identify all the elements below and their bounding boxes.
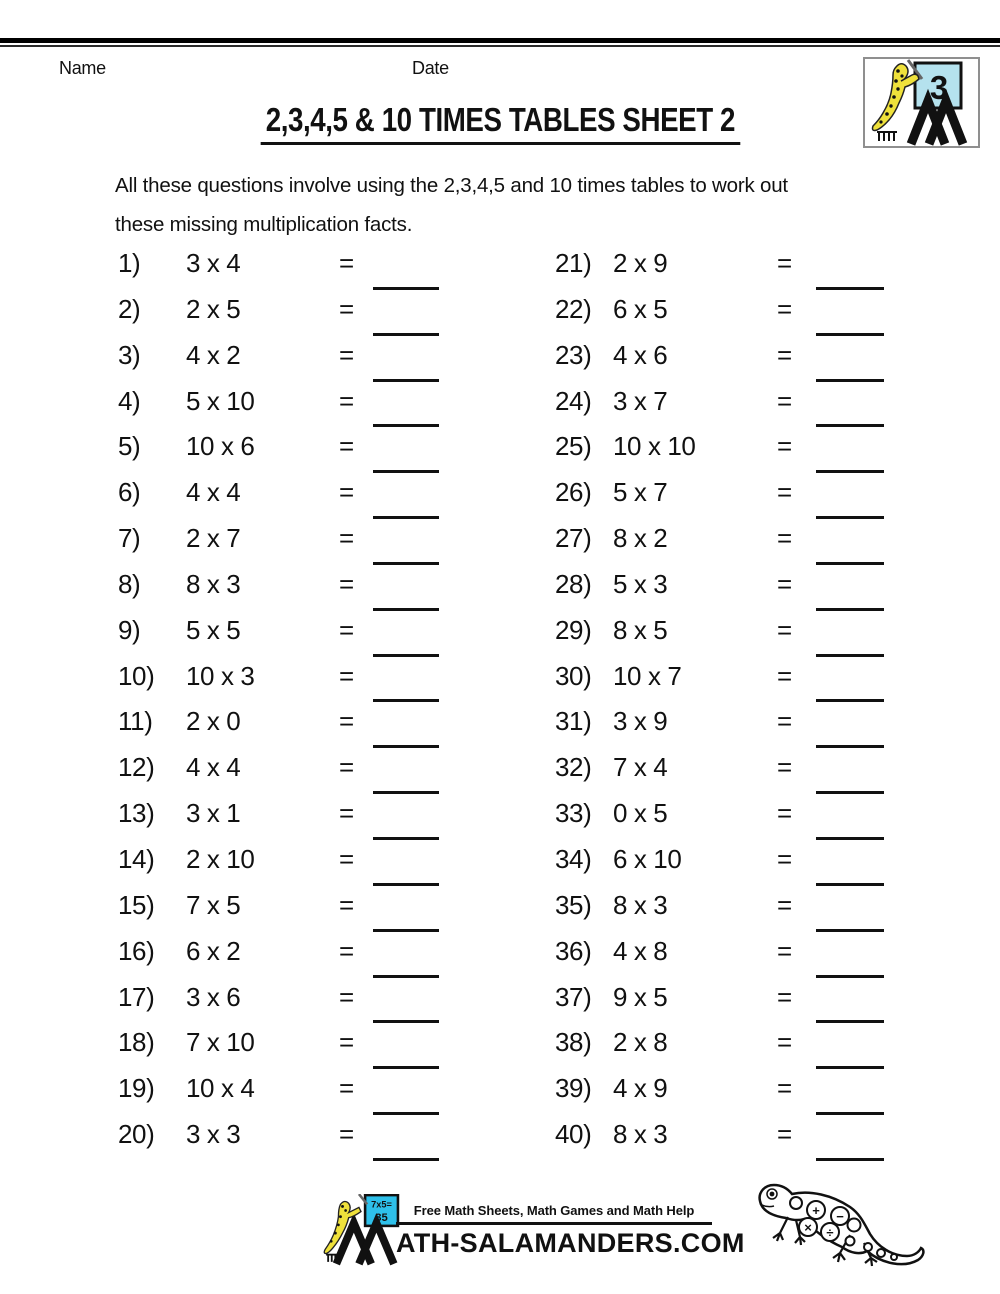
question-expression: 4 x 9 [613,1073,668,1104]
question-number: 11) [118,706,153,737]
answer-blank [816,379,884,428]
question-expression: 2 x 7 [186,523,241,554]
question-expression: 4 x 8 [613,935,668,966]
question-row [0,516,1000,562]
question-expression: 5 x 5 [186,614,241,645]
question-row [0,287,1000,333]
question-expression: 2 x 9 [613,248,668,278]
question-expression: 8 x 3 [613,1119,668,1150]
question-row [0,562,1000,608]
question-row [0,929,1000,975]
question-number: 4) [118,385,141,416]
equals-sign: = [777,477,792,508]
question-expression: 0 x 5 [613,798,668,829]
question-row [0,975,1000,1021]
equals-sign: = [339,1119,354,1150]
answer-blank [373,1066,439,1115]
answer-blank [816,241,884,290]
question-expression: 6 x 5 [613,293,668,324]
question-number: 40) [555,1119,592,1150]
question-expression: 10 x 6 [186,431,255,462]
equals-sign: = [339,889,354,920]
svg-text:+: + [812,1203,820,1218]
question-expression: 8 x 5 [613,614,668,645]
equals-sign: = [339,614,354,645]
equals-sign: = [777,752,792,783]
equals-sign: = [339,248,354,278]
question-expression: 8 x 3 [186,568,241,599]
equals-sign: = [339,385,354,416]
equals-sign: = [777,614,792,645]
answer-blank [816,654,884,703]
equals-sign: = [777,431,792,462]
question-row [0,699,1000,745]
equals-sign: = [339,477,354,508]
question-number: 8) [118,568,141,599]
answer-blank [373,241,439,290]
svg-text:−: − [836,1209,844,1224]
equals-sign: = [777,1073,792,1104]
answer-blank [373,516,439,565]
question-row [0,424,1000,470]
answer-blank [373,883,439,932]
question-number: 6) [118,477,141,508]
answer-blank [373,470,439,519]
equals-sign: = [777,660,792,691]
question-expression: 8 x 2 [613,523,668,554]
footer-divider [396,1222,712,1225]
answer-blank [816,287,884,336]
answer-blank [816,333,884,382]
equals-sign: = [339,981,354,1012]
answer-blank [373,745,439,794]
answer-blank [816,516,884,565]
answer-blank [373,837,439,886]
question-row [0,241,1000,287]
question-row [0,1020,1000,1066]
answer-blank [373,654,439,703]
question-number: 13) [118,798,155,829]
equals-sign: = [777,385,792,416]
footer-board-line2: 35 [375,1211,388,1224]
equals-sign: = [339,660,354,691]
question-number: 22) [555,293,592,324]
salamander-outline-illustration [750,1163,934,1269]
question-number: 32) [555,752,592,783]
equals-sign: = [339,706,354,737]
answer-blank [373,929,439,978]
question-number: 1) [118,248,141,278]
question-expression: 8 x 3 [613,889,668,920]
answer-blank [373,975,439,1024]
answer-blank [816,608,884,657]
question-row [0,470,1000,516]
question-number: 36) [555,935,592,966]
equals-sign: = [339,293,354,324]
question-row [0,1066,1000,1112]
question-expression: 2 x 0 [186,706,241,737]
answer-blank [816,562,884,611]
answer-blank [816,699,884,748]
question-number: 12) [118,752,155,783]
question-row [0,608,1000,654]
question-number: 24) [555,385,592,416]
equals-sign: = [339,339,354,370]
salamander-outline-graphic [750,1163,934,1269]
footer-text-block [396,1203,745,1259]
equals-sign: = [777,843,792,874]
equals-sign: = [777,1119,792,1150]
answer-blank [816,1020,884,1069]
question-expression: 7 x 5 [186,889,241,920]
answer-blank [373,1112,439,1161]
equals-sign: = [777,981,792,1012]
answer-blank [373,424,439,473]
name-label: Name [59,58,106,78]
question-expression: 2 x 8 [613,1027,668,1058]
question-expression: 5 x 7 [613,477,668,508]
question-number: 16) [118,935,155,966]
question-expression: 4 x 6 [613,339,668,370]
question-number: 10) [118,660,155,691]
answer-blank [373,699,439,748]
equals-sign: = [777,248,792,278]
question-expression: 3 x 3 [186,1119,241,1150]
question-expression: 3 x 1 [186,798,241,829]
equals-sign: = [339,843,354,874]
question-expression: 9 x 5 [613,981,668,1012]
question-row [0,1112,1000,1158]
equals-sign: = [339,568,354,599]
question-expression: 7 x 10 [186,1027,255,1058]
equals-sign: = [339,523,354,554]
question-number: 38) [555,1027,592,1058]
question-number: 37) [555,981,592,1012]
title-wrap [0,101,1000,145]
equals-sign: = [777,1027,792,1058]
answer-blank [373,791,439,840]
question-number: 14) [118,843,155,874]
question-number: 15) [118,889,155,920]
question-expression: 6 x 10 [613,843,682,874]
equals-sign: = [777,706,792,737]
top-border-bar [0,38,1000,43]
answer-blank [816,883,884,932]
question-expression: 7 x 4 [613,752,668,783]
answer-blank [816,837,884,886]
svg-text:×: × [804,1220,812,1235]
question-expression: 10 x 7 [613,660,682,691]
equals-sign: = [777,798,792,829]
question-row [0,837,1000,883]
question-number: 21) [555,248,592,278]
equals-sign: = [339,1073,354,1104]
question-expression: 10 x 4 [186,1073,255,1104]
page-title: 2,3,4,5 & 10 TIMES TABLES SHEET 2 [260,101,739,145]
equals-sign: = [777,339,792,370]
math-salamanders-footer-logo [322,1194,400,1266]
question-expression: 10 x 10 [613,431,696,462]
answer-blank [816,424,884,473]
question-number: 34) [555,843,592,874]
footer-site-name: ATH-SALAMANDERS.COM [396,1228,745,1258]
question-number: 23) [555,339,592,370]
question-number: 5) [118,431,141,462]
question-number: 18) [118,1027,155,1058]
date-label: Date [412,58,449,78]
question-expression: 3 x 4 [186,248,241,278]
question-number: 3) [118,339,141,370]
question-expression: 10 x 3 [186,660,255,691]
question-number: 25) [555,431,592,462]
answer-blank [373,608,439,657]
question-number: 31) [555,706,592,737]
question-row [0,791,1000,837]
question-number: 29) [555,614,592,645]
answer-blank [373,562,439,611]
equals-sign: = [777,293,792,324]
question-expression: 2 x 10 [186,843,255,874]
footer-tagline: Free Math Sheets, Math Games and Math Help [413,1203,695,1218]
equals-sign: = [777,889,792,920]
question-number: 39) [555,1073,592,1104]
intro-line-1: All these questions involve using the 2,3,4,5 and 10 times tables to work out [115,174,788,197]
answer-blank [816,791,884,840]
question-row [0,654,1000,700]
question-number: 17) [118,981,155,1012]
question-number: 33) [555,798,592,829]
question-number: 27) [555,523,592,554]
top-border-thin-line [0,45,1000,47]
question-expression: 3 x 7 [613,385,668,416]
question-expression: 5 x 10 [186,385,255,416]
equals-sign: = [339,798,354,829]
question-row [0,379,1000,425]
question-number: 30) [555,660,592,691]
question-number: 7) [118,523,141,554]
equals-sign: = [777,523,792,554]
question-row [0,745,1000,791]
svg-text:÷: ÷ [826,1225,834,1240]
answer-blank [816,1112,884,1161]
intro-text [115,167,955,244]
question-number: 19) [118,1073,155,1104]
question-expression: 5 x 3 [613,568,668,599]
question-expression: 2 x 5 [186,293,241,324]
question-expression: 6 x 2 [186,935,241,966]
equals-sign: = [339,431,354,462]
answer-blank [816,975,884,1024]
question-number: 26) [555,477,592,508]
answer-blank [373,379,439,428]
footer-logo-graphic [322,1194,400,1266]
question-expression: 4 x 2 [186,339,241,370]
salamander-eye [770,1192,775,1197]
questions-list [0,241,1000,1158]
question-expression: 3 x 9 [613,706,668,737]
answer-blank [373,333,439,382]
equals-sign: = [777,568,792,599]
answer-blank [816,745,884,794]
question-number: 28) [555,568,592,599]
answer-blank [816,929,884,978]
answer-blank [373,1020,439,1069]
card-number-text: 3 [929,69,949,106]
equals-sign: = [339,1027,354,1058]
equals-sign: = [777,935,792,966]
question-row [0,883,1000,929]
equals-sign: = [339,935,354,966]
question-number: 35) [555,889,592,920]
question-row [0,333,1000,379]
question-number: 20) [118,1119,155,1150]
answer-blank [816,470,884,519]
question-expression: 4 x 4 [186,752,241,783]
footer-board-line1: 7x5= [371,1199,392,1210]
question-expression: 4 x 4 [186,477,241,508]
answer-blank [373,287,439,336]
answer-blank [816,1066,884,1115]
question-number: 2) [118,293,141,324]
equals-sign: = [339,752,354,783]
question-expression: 3 x 6 [186,981,241,1012]
intro-line-2: these missing multiplication facts. [115,212,413,236]
question-number: 9) [118,614,141,645]
